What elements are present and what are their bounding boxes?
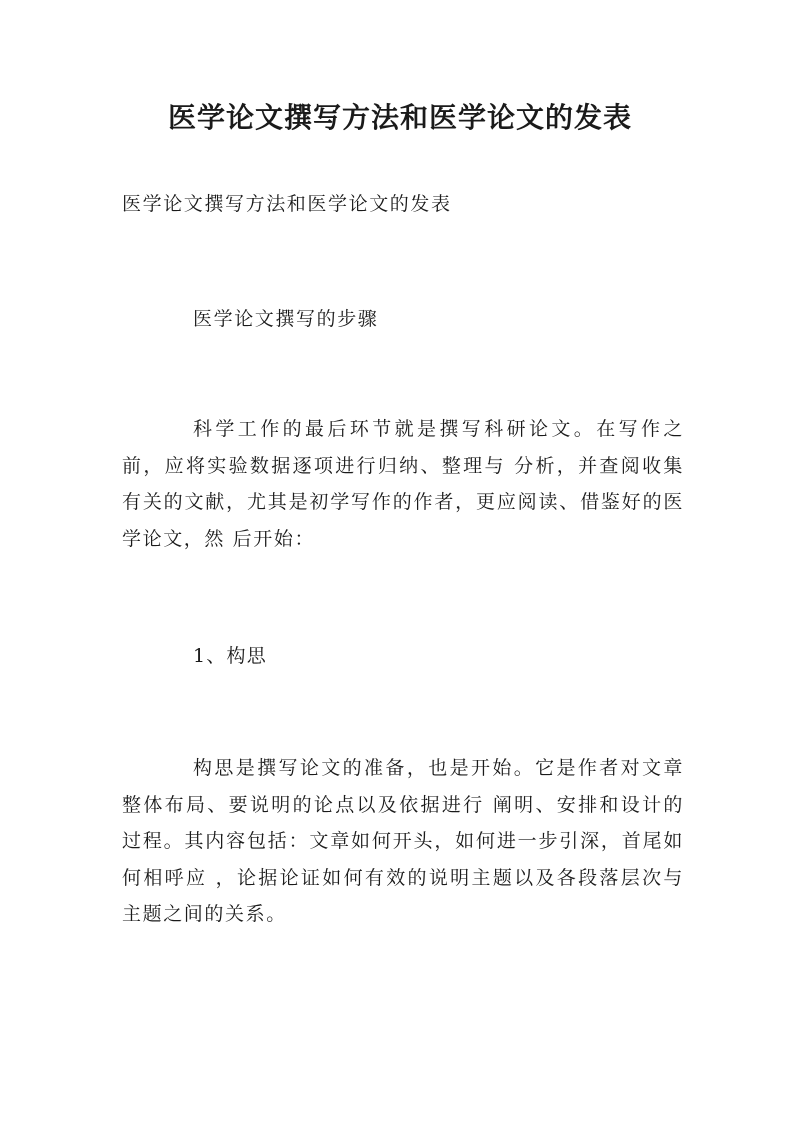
document-title: 医学论文撰写方法和医学论文的发表 [167, 101, 632, 134]
item-heading: 1、构思 [193, 645, 267, 667]
section-heading: 医学论文撰写的步骤 [193, 308, 379, 330]
paragraph-conception: 构思是撰写论文的准备，也是开始。它是作者对文章整体布局、要说明的论点以及依据进行 阐明、安排和设计的过程。其内容包括：文章如何开头，如何进一步引深，首尾如何相呼应 ，论据论证如何有效的说明主题以及各段落层次与主题之间的关系。 [122, 757, 684, 925]
document-subtitle: 医学论文撰写方法和医学论文的发表 [122, 193, 452, 215]
paragraph-intro: 科学工作的最后环节就是撰写科研论文。在写作之前，应将实验数据逐项进行归纳、整理与 分析，并查阅收集有关的文献，尤其是初学写作的作者，更应阅读、借鉴好的医学论文，然 后开始： [122, 418, 684, 550]
